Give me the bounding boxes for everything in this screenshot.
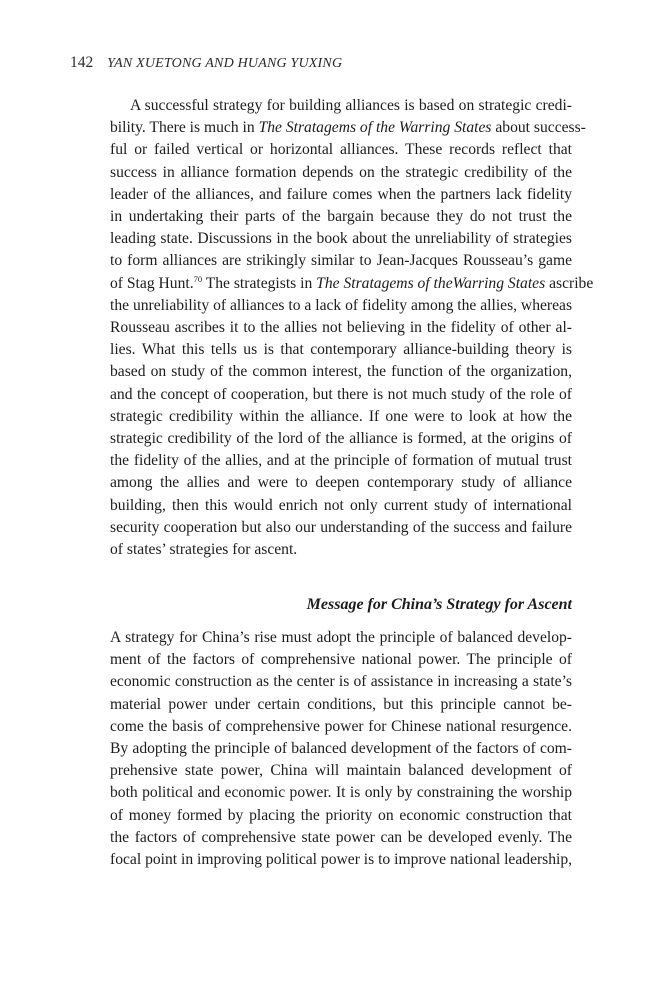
text-line: A successful strategy for building alliances is based on strategic credi- bbox=[130, 97, 572, 114]
text-line: the factors of comprehensive state power can be developed evenly. The bbox=[110, 828, 572, 846]
text-line: bility. There is much in The Stratagems of the Warring States about success- bbox=[110, 119, 586, 137]
text-line: the unreliability of alliances to a lack of fidelity among the allies, whereas bbox=[110, 296, 573, 314]
text-line: among the allies and were to deepen contemporary study of alliance bbox=[110, 474, 572, 492]
page-header bbox=[70, 54, 342, 72]
text-line: strategic credibility within the alliance. If one were to look at how the bbox=[110, 407, 572, 425]
text-line: leader of the alliances, and failure comes when the partners lack fidelity bbox=[110, 185, 572, 203]
text-line: prehensive state power, China will maintain balanced development of bbox=[110, 762, 572, 780]
book-title: The Stratagems of the Warring States bbox=[258, 119, 492, 137]
text-line: based on study of the common interest, the function of the organization, bbox=[110, 363, 572, 381]
text-line: building, then this would enrich not only current study of international bbox=[110, 496, 572, 514]
section-heading: Message for China’s Strategy for Ascent bbox=[306, 596, 572, 613]
text-line: to form alliances are strikingly similar to Jean-Jacques Rousseau’s game bbox=[110, 252, 572, 270]
text-line: and the concept of cooperation, but there is not much study of the role of bbox=[110, 385, 572, 403]
text-line: focal point in improving political power is to improve national leadership, bbox=[110, 851, 573, 869]
book-title: The Stratagems of theWarring States bbox=[316, 274, 546, 292]
text-line: the fidelity of the allies, and at the principle of formation of mutual trust bbox=[110, 452, 572, 470]
text-line: of Stag Hunt.$^{70}$ The strategists in The Stratagems of theWarring States ascribe bbox=[110, 273, 594, 292]
paragraph-balanced-development bbox=[110, 627, 572, 871]
text-line: in undertaking their parts of the bargain because they do not trust the bbox=[110, 208, 572, 226]
page-number: 142 bbox=[70, 54, 94, 71]
text-line: strategic credibility of the lord of the alliance is formed, at the origins of bbox=[110, 430, 572, 448]
text-line: A strategy for China’s rise must adopt the principle of balanced develop- bbox=[110, 629, 572, 646]
text-line: of money formed by placing the priority on economic construction that bbox=[110, 806, 572, 824]
footnote-marker: 70 bbox=[193, 273, 203, 284]
text-line: leading state. Discussions in the book about the unreliability of strategies bbox=[110, 230, 572, 248]
text-line: economic construction as the center is of assistance in increasing a state’s bbox=[110, 673, 572, 691]
paragraph-alliance-credibility bbox=[110, 95, 594, 561]
text-line: come the basis of comprehensive power for Chinese national resurgence. bbox=[110, 717, 572, 735]
text-line: both political and economic power. It is only by constraining the worship bbox=[110, 784, 572, 802]
text-line: By adopting the principle of balanced development of the factors of com- bbox=[110, 740, 572, 758]
text-line: material power under certain conditions, but this principle cannot be- bbox=[110, 695, 572, 713]
text-line: lies. What this tells us is that contemporary alliance-building theory is bbox=[110, 341, 572, 359]
text-line: of states’ strategies for ascent. bbox=[110, 541, 298, 559]
text-line: security cooperation but also our understanding of the success and failure bbox=[110, 518, 572, 536]
text-line: ful or failed vertical or horizontal alliances. These records reflect that bbox=[110, 141, 572, 159]
text-line: Rousseau ascribes it to the allies not believing in the fidelity of other al- bbox=[110, 319, 572, 337]
running-head: YAN XUETONG AND HUANG YUXING bbox=[107, 56, 343, 71]
text-line: ment of the factors of comprehensive national power. The principle of bbox=[110, 651, 572, 669]
text-line: success in alliance formation depends on the strategic credibility of the bbox=[110, 163, 572, 181]
